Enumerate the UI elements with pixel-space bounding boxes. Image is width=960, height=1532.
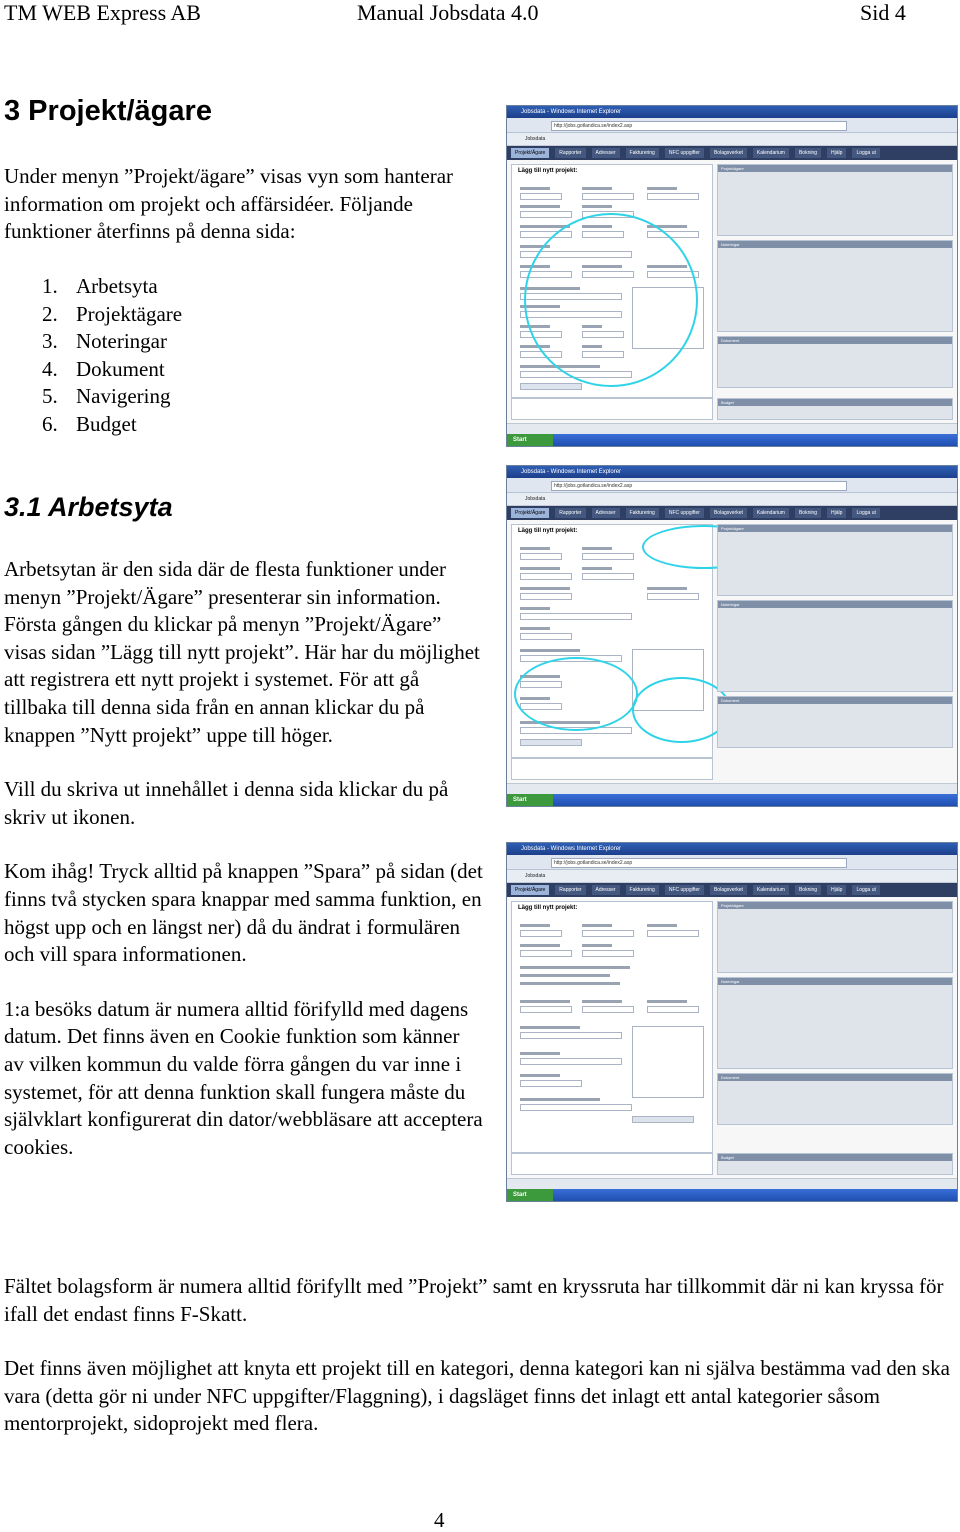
side-panel-projektagare: Projektägare	[718, 165, 952, 172]
menu-item: Adresser	[592, 508, 620, 518]
window-title: Jobsdata - Windows Internet Explorer	[507, 466, 957, 478]
menu-item: Bokning	[795, 148, 821, 158]
address-bar: http://jobs.gotlandica.se/index2.asp	[551, 121, 847, 131]
list-item: 3. Noteringar	[42, 329, 167, 354]
browser-tab: Jobsdata	[507, 133, 957, 146]
side-panel-dokument: Dokument	[718, 697, 952, 704]
menu-item: Projekt/Ägare	[511, 885, 549, 895]
feature-list	[4, 273, 304, 439]
menu-item: Hjälp	[827, 508, 846, 518]
menu-item: NFC uppgifter	[665, 885, 704, 895]
form-title: Lägg till nytt projekt:	[518, 168, 578, 174]
header-page: Sid 4	[860, 0, 906, 25]
address-bar: http://jobs.gotlandica.se/index2.asp	[551, 481, 847, 491]
menu-item: Fakturering	[626, 508, 659, 518]
menu-item: NFC uppgifter	[665, 148, 704, 158]
header-center: Manual Jobsdata 4.0	[357, 0, 539, 25]
navigation-panel	[511, 398, 713, 420]
screenshot-projekt-form-1	[506, 105, 958, 447]
side-panel-noteringar: Noteringar	[718, 241, 952, 248]
paragraph-save: Kom ihåg! Tryck alltid på knappen ”Spara” på sidan (det finns två stycken spara knappar med samma funktion, en högst upp och en längst ner) då du ändrat i formulären och vill spara informationen.	[4, 859, 483, 967]
screenshot-projekt-form-2	[506, 465, 958, 807]
form-panel	[511, 524, 713, 758]
paragraph-kategori: Det finns även möjlighet att knyta ett projekt till en kategori, denna kategori kan ni själva bestämma vad den ska vara (detta gör ni under NFC uppgifter/Flaggning), i dagsläget finns det inlagt ett antal kategorier såsom mentorprojekt, sidoprojekt med flera.	[4, 1356, 950, 1436]
paragraph-print: Vill du skriva ut innehållet i denna sida klickar du på skriv ut ikonen.	[4, 777, 449, 829]
browser-tab: Jobsdata	[507, 493, 957, 506]
menu-item: Rapporter	[555, 148, 585, 158]
form-panel	[511, 164, 713, 398]
side-panel-projektagare: Projektägare	[718, 902, 952, 909]
form-title: Lägg till nytt projekt:	[518, 528, 578, 534]
window-title: Jobsdata - Windows Internet Explorer	[507, 106, 957, 118]
list-item: 6. Budget	[42, 411, 137, 436]
menu-item: Projekt/Ägare	[511, 148, 549, 158]
side-panel-noteringar: Noteringar	[718, 601, 952, 608]
menu-item: Bolagsverket	[710, 508, 747, 518]
menu-item: Bokning	[795, 885, 821, 895]
side-panel-budget: Budget	[718, 1154, 952, 1161]
address-bar: http://jobs.gotlandica.se/index2.asp	[551, 858, 847, 868]
menu-item: Adresser	[592, 148, 620, 158]
menu-item: Adresser	[592, 885, 620, 895]
menu-item: Projekt/Ägare	[511, 508, 549, 518]
menu-item: Bokning	[795, 508, 821, 518]
window-title: Jobsdata - Windows Internet Explorer	[507, 843, 957, 855]
screenshot-projekt-form-3	[506, 842, 958, 1202]
list-item: 4. Dokument	[42, 356, 165, 381]
list-item: 1. Arbetsyta	[42, 274, 158, 298]
subsection-title: 3.1 Arbetsyta	[4, 492, 173, 522]
browser-tab: Jobsdata	[507, 870, 957, 883]
paragraph-bolagsform: Fältet bolagsform är numera alltid förifyllt med ”Projekt” samt en kryssruta har tillkommit där ni kan kryssa för ifall det endast finns F-Skatt.	[4, 1274, 944, 1326]
form-panel	[511, 901, 713, 1153]
menu-item: Rapporter	[555, 885, 585, 895]
page-number: 4	[434, 1508, 445, 1532]
start-button: Start	[507, 434, 553, 446]
menu-item: Kalendarium	[753, 508, 789, 518]
navigation-panel	[511, 1153, 713, 1175]
menu-item: Logga ut	[852, 508, 879, 518]
header-left: TM WEB Express AB	[4, 0, 201, 25]
menu-item: NFC uppgifter	[665, 508, 704, 518]
side-panel-dokument: Dokument	[718, 337, 952, 344]
menu-item: Logga ut	[852, 148, 879, 158]
side-panel-noteringar: Noteringar	[718, 978, 952, 985]
menu-item: Rapporter	[555, 508, 585, 518]
list-item: 2. Projektägare	[42, 301, 183, 326]
form-title: Lägg till nytt projekt:	[518, 905, 578, 911]
menu-item: Hjälp	[827, 148, 846, 158]
menu-item: Kalendarium	[753, 885, 789, 895]
side-panel-projektagare: Projektägare	[718, 525, 952, 532]
side-panel-dokument: Dokument	[718, 1074, 952, 1081]
paragraph-arbetsyta: Arbetsytan är den sida där de flesta funktioner under menyn ”Projekt/Ägare” presenterar sin information. Första gången du klickar på menyn ”Projekt/Ägare” visas sidan ”Lägg till nytt projekt”. Här har du möjlighet att registrera ett nytt projekt i systemet. För att gå tillbaka till denna sida från en annan klickar du på knappen ”Nytt projekt” uppe till höger.	[4, 557, 480, 747]
app-menu	[507, 883, 957, 897]
start-button: Start	[507, 1189, 553, 1201]
start-button: Start	[507, 794, 553, 806]
paragraph-cookie: 1:a besöks datum är numera alltid förifylld med dagens datum. Det finns även en Cookie funktion som känner av vilken kommun du valde förra gången du var inne i systemet, för att denna funktion skall fungera måste du självklart konfigurerat din dator/webbläsare att acceptera cookies.	[4, 996, 483, 1159]
navigation-panel	[511, 758, 713, 780]
section-intro: Under menyn ”Projekt/ägare” visas vyn som hanterar information om projekt och affärsidéer. Följande funktioner återfinns på denna sida:	[4, 164, 454, 244]
menu-item: Bolagsverket	[710, 885, 747, 895]
menu-item: Kalendarium	[753, 148, 789, 158]
app-menu	[507, 506, 957, 520]
section-title: 3 Projekt/ägare	[4, 95, 212, 127]
menu-item: Bolagsverket	[710, 148, 747, 158]
menu-item: Fakturering	[626, 148, 659, 158]
side-panel-budget: Budget	[718, 399, 952, 406]
app-menu	[507, 146, 957, 160]
menu-item: Hjälp	[827, 885, 846, 895]
menu-item: Fakturering	[626, 885, 659, 895]
list-item: 5. Navigering	[42, 384, 171, 409]
menu-item: Logga ut	[852, 885, 879, 895]
